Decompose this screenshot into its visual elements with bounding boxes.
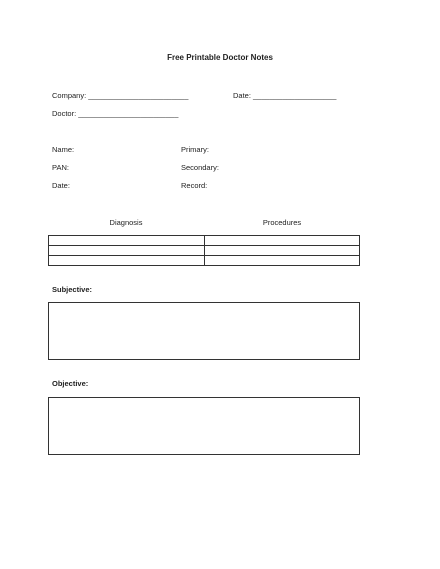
table-cell[interactable] (205, 246, 359, 255)
doctor-field[interactable]: Doctor: ________________________ (52, 109, 179, 118)
date-label: Date: (52, 181, 70, 190)
table-cell[interactable] (205, 236, 359, 245)
page-title: Free Printable Doctor Notes (167, 53, 273, 62)
subjective-box[interactable] (48, 302, 360, 360)
objective-box[interactable] (48, 397, 360, 455)
subjective-label: Subjective: (52, 285, 93, 294)
date-field-header[interactable]: Date: ____________________ (233, 91, 337, 100)
company-field[interactable]: Company: ________________________ (52, 91, 189, 100)
primary-label: Primary: (181, 145, 209, 154)
table-cell[interactable] (49, 256, 204, 265)
table-cell[interactable] (49, 246, 204, 255)
record-label: Record: (181, 181, 208, 190)
secondary-label: Secondary: (181, 163, 219, 172)
name-label: Name: (52, 145, 75, 154)
pan-label: PAN: (52, 163, 69, 172)
diagnosis-procedures-table (48, 235, 360, 266)
objective-label: Objective: (52, 379, 89, 388)
procedures-header: Procedures (262, 218, 302, 227)
table-cell[interactable] (49, 236, 204, 245)
table-cell[interactable] (205, 256, 359, 265)
diagnosis-header: Diagnosis (109, 218, 143, 227)
